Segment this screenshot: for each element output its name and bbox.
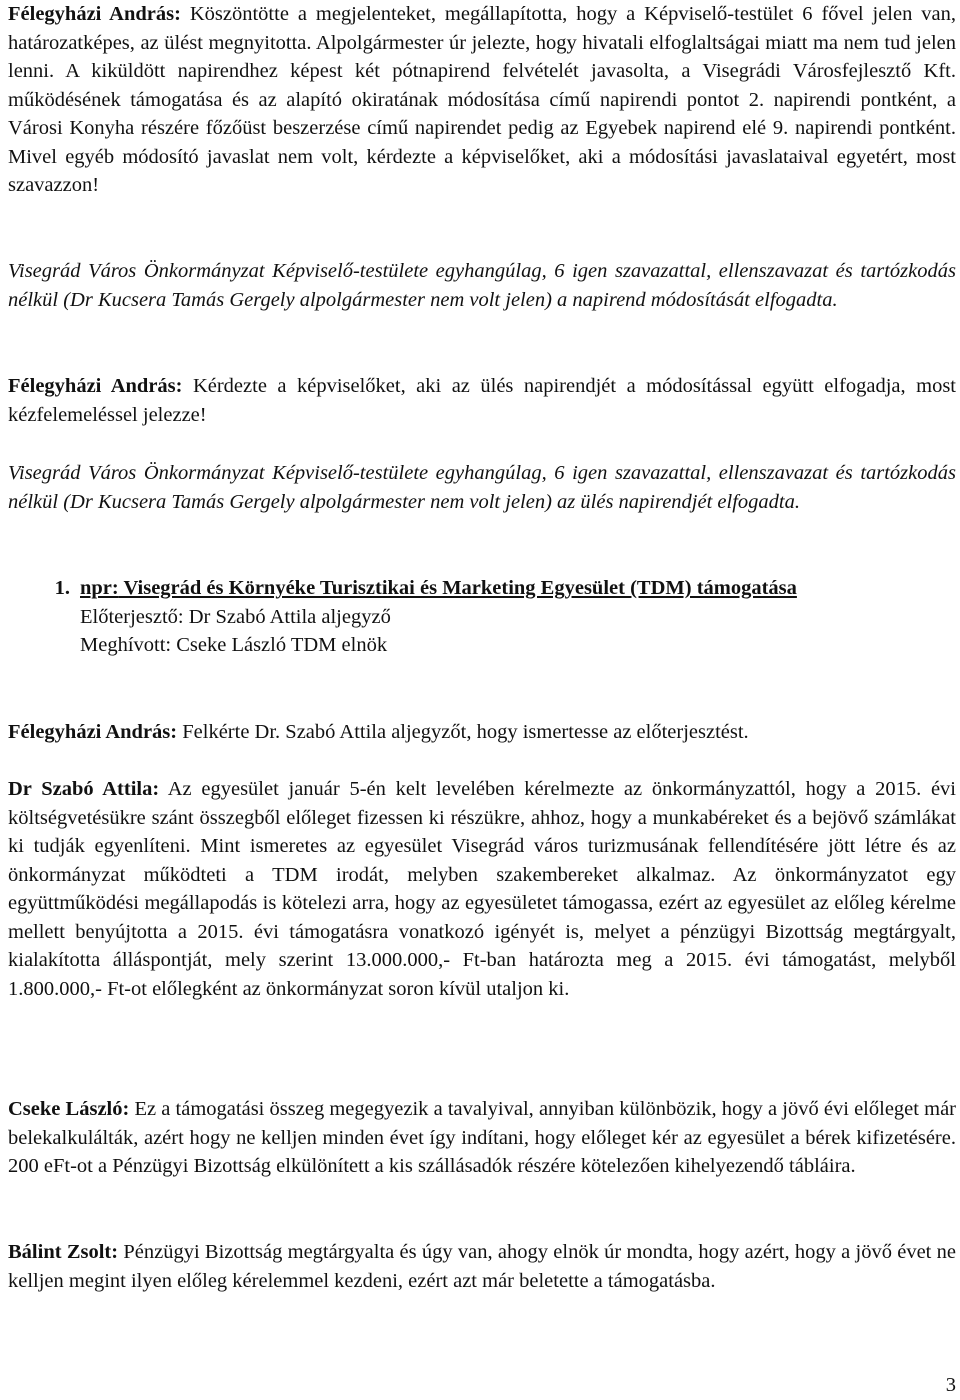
speaker-name: Félegyházi András: [8, 721, 178, 743]
paragraph-text: Az egyesület január 5-én kelt levelében kérelmezte az önkormányzattól, hogy a 2015. évi költségvetésükre szánt összegből előleget fizessen ki részükre, ahhoz, hogy a munkabéreket és a bejövő számlákat ki tudják egyenlíteni. Mint ismeretes az egyesület Visegrád város turizmusának fellendítésére jött létre és az önkormányzat működteti a TDM irodát, melyben szakembereket alkalmaz. Az önkormányzatot egy együttműködési megállapodás is kötelezi arra, hogy az egyesületet támogassa, ezért az egyesület az előleg kérelme mellett benyújtotta a 2015. évi támogatásra vonatkozó igényét is, melyet a pénzügyi Bizottság megtárgyalt, kialakította álláspontját, mely szerint 13.000.000,- Ft-ban határozta meg a 2015. évi támogatást, melyből 1.800.000,- Ft-ot előlegként az önkormányzat soron kívül utaljon ki. [8, 778, 957, 1000]
agenda-title-text: Visegrád és Környéke Turisztikai és Marketing Egyesület (TDM) támogatása [118, 577, 797, 599]
paragraph-presentation [8, 775, 956, 1003]
agenda-invited: Meghívott: Cseke László TDM elnök [80, 634, 388, 656]
paragraph-cseke [8, 1095, 956, 1181]
agenda-prefix: npr: [80, 577, 119, 599]
paragraph-balint [8, 1238, 956, 1295]
agenda-item [8, 574, 956, 660]
agenda-title [80, 574, 956, 603]
paragraph-text: Felkérte Dr. Szabó Attila aljegyzőt, hogy ismertesse az előterjesztést. [177, 721, 749, 743]
resolution-text: Visegrád Város Önkormányzat Képviselő-testülete egyhangúlag, 6 igen szavazattal, ellenszavazat és tartózkodás nélkül (Dr Kucsera Tamás Gergely alpolgármester nem volt jelen) az ülés napirendjét elfogadta. [8, 462, 956, 513]
paragraph-text: Pénzügyi Bizottság megtárgyalta és úgy van, ahogy elnök úr mondta, hogy azért, hogy a jövő évet ne kelljen megint ilyen előleg kérelemmel kezdeni, ezért azt már beletette a támogatásba. [8, 1241, 957, 1292]
resolution-text: Visegrád Város Önkormányzat Képviselő-testülete egyhangúlag, 6 igen szavazattal, ellenszavazat és tartózkodás nélkül (Dr Kucsera Tamás Gergely alpolgármester nem volt jelen) a napirend módosítását elfogadta. [8, 260, 956, 311]
agenda-number: 1. [54, 577, 70, 599]
paragraph-agenda-vote [8, 372, 956, 429]
agenda-presenter: Előterjesztő: Dr Szabó Attila aljegyző [80, 605, 391, 628]
speaker-name: Félegyházi András: [8, 3, 181, 25]
speaker-name: Bálint Zsolt: [8, 1241, 119, 1263]
paragraph-text: Ez a támogatási összeg megegyezik a tavalyival, annyiban különbözik, hogy a jövő évi előleget már belekalkulálták, azért hogy ne kelljen minden évet így indítani, hogy előleget kér az egyesület a bérek kifizetésére. 200 eFt-ot a Pénzügyi Bizottság elkülönített a kis szállásadók részére kötelezően kihelyezendő tábláira. [8, 1098, 956, 1177]
speaker-name: Cseke László: [8, 1098, 130, 1120]
paragraph-request [8, 718, 956, 747]
paragraph-text: Kérdezte a képviselőket, aki az ülés napirendjét a módosítással együtt elfogadja, most kézfelemeléssel jelezze! [8, 375, 956, 426]
speaker-name: Dr Szabó Attila: [8, 778, 160, 800]
page-number: 3 [945, 1374, 956, 1396]
paragraph-text: Köszöntötte a megjelenteket, megállapította, hogy a Képviselő-testület 6 fővel jelen van, határozatképes, az ülést megnyitotta. Alpolgármester úr jelezte, hogy hivatali elfoglaltságai miatt ma nem tud jelen lenni. A kiküldött napirendhez képest két pótnapirend felvételét javasolta, a Visegrádi Városfejlesztő Kft. működésének támogatása és az alapító okiratának módosítása című napirendi pontot 2. napirendi pontként, a Városi Konyha részére főzőüst beszerzése című napirendet pedig az Egyebek napirend elé 9. napirendi pontként. Mivel egyéb módosító javaslat nem volt, kérdezte a képviselőket, aki a módosítási javaslataival egyetért, most szavazzon! [8, 3, 956, 196]
speaker-name: Félegyházi András: [8, 375, 183, 397]
paragraph-opening [8, 0, 956, 200]
